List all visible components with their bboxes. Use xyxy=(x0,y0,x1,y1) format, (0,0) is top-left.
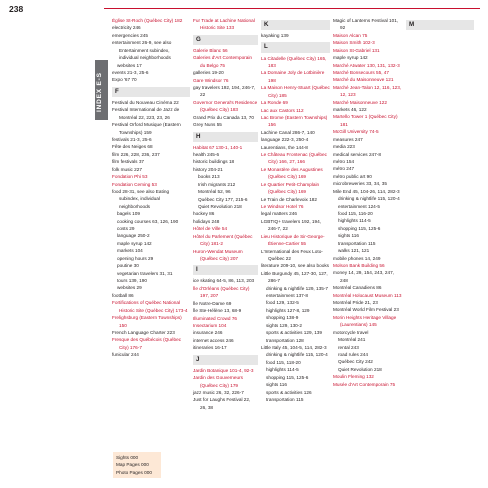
legend-map: Map Pages 000 xyxy=(116,462,149,468)
index-entry: Just for Laughs Festival 22, 26, 38 xyxy=(193,397,251,410)
index-subentry: poutine 30 xyxy=(117,263,139,269)
index-entry: Montréal Holocaust Museum 113 xyxy=(333,292,402,298)
index-entry: Insectarium 104 xyxy=(193,322,227,328)
index-letter-heading: F xyxy=(112,87,190,97)
index-subentry: sports & activities 126 xyxy=(266,389,312,395)
index-entry: Marché Jean-Talon 12, 116, 123, 12, 123 xyxy=(333,84,402,98)
index-entry: maple syrup 142 xyxy=(333,55,368,61)
index-entry: events 21-3, 25-6 xyxy=(112,69,149,75)
index-entry: electricity 246 xyxy=(112,25,141,31)
index-entry: Illuminated Crowd 76 xyxy=(193,315,238,321)
index-subentry: maple syrup 142 xyxy=(117,240,152,246)
index-entry: Le Monastère des Augustines (Québec City) 169 xyxy=(261,166,323,180)
index-entry: métro 247 xyxy=(333,166,355,172)
index-entry: Montréal Pride 21, 23 xyxy=(333,300,378,306)
index-entry: La Domaine Joly de Lotbinière 198 xyxy=(261,70,325,83)
index-subentry: Québec City 177, 215-6 xyxy=(198,196,248,202)
index-subentry: drinking & nightlife 115, 120-4 xyxy=(266,352,328,358)
index-entry: markets 46, 122 xyxy=(333,107,367,113)
index-entry: mobile phones 14, 249 xyxy=(333,255,381,261)
index-entry: Festival Orford Musique (Eastern Townships) 159 xyxy=(112,122,181,135)
index-entry: Fortifications of Québec National Historic Site (Québec City) 173-4 xyxy=(112,300,188,313)
index-entry: Expo '67 70 xyxy=(112,77,137,83)
index-subentry: food 115, 118-20 xyxy=(266,359,301,365)
index-subentry: highlights 114-5 xyxy=(338,218,371,224)
index-entry: Grey Nuns 55 xyxy=(193,122,222,128)
index-entry: Frelighsburg (Eastern Townships) 150 xyxy=(112,315,182,328)
index-subentry: Montréal 241 xyxy=(338,337,366,343)
index-entry: language 222-3, 250-4 xyxy=(261,137,309,143)
index-subentry: food 129, 132-5 xyxy=(266,300,299,306)
index-subentry: transportation 115 xyxy=(338,240,376,246)
index-subentry: opening hours 29 xyxy=(117,255,154,261)
index-entry: Le Train de Charlevoix 182 xyxy=(261,196,318,202)
index-subentry: transportation 115 xyxy=(266,396,304,402)
index-side-tab xyxy=(95,60,108,120)
index-entry: Grand Prix du Canada 13, 70 xyxy=(193,114,254,120)
index-entry: medical services 247-8 xyxy=(333,151,381,157)
index-entry: La Maison Henry-Stuart (Québec City) 185 xyxy=(261,85,330,98)
index-subentry: Montréal 52, 96 xyxy=(198,189,231,195)
index-letter-heading: M xyxy=(406,20,474,30)
index-entry: Île Ste-Hélène 13, 68-9 xyxy=(193,308,242,314)
index-entry: L'International des Feux Loto-Québec 22 xyxy=(261,248,323,261)
index-column-4 xyxy=(333,17,403,388)
index-entry: film 226, 228, 236, 237 xyxy=(112,151,160,157)
index-entry: Maison St-Gabriel 131 xyxy=(333,47,380,53)
index-entry: Governor General's Residence (Québec City) 183 xyxy=(193,99,258,113)
index-subentry: shopping 115, 125-6 xyxy=(266,374,309,380)
index-entry: insurance 246 xyxy=(193,330,223,336)
index-entry: Moulin Fleming 132 xyxy=(333,374,374,380)
index-entry: Festival International de Jazz de Montréal 22, 223, 23, 26 xyxy=(112,107,180,120)
index-entry: Lieu Historique de Sir-George-Étienne-Cartier 55 xyxy=(261,233,325,247)
index-column-1 xyxy=(112,17,190,359)
index-entry: food 28-31, see also Eating subindex, individual neighborhoods xyxy=(112,188,170,209)
index-subentry: drinking & nightlife 129, 135-7 xyxy=(266,285,329,291)
index-entry: Marché Maisonneuve 122 xyxy=(333,99,387,105)
index-entry: Marché Atwater 130, 131, 132-3 xyxy=(333,62,400,68)
index-entry: Marché du Maisonneuve 121 xyxy=(333,77,394,83)
index-entry: measures 247 xyxy=(333,136,363,142)
index-entry: funicular 244 xyxy=(112,352,139,358)
index-subentry: highlights 127-8, 129 xyxy=(266,307,310,313)
index-entry: Musée d'Art Contemporain 75 xyxy=(333,381,396,387)
index-entry: motorcycle travel xyxy=(333,329,369,335)
index-entry: Morin Heights Heritage Village (Laurentians) 145 xyxy=(333,314,397,328)
index-entry: historic buildings 18 xyxy=(193,159,235,165)
index-subentry: books 213 xyxy=(198,174,220,180)
index-entry: Martello Tower 1 (Québec City) 181 xyxy=(333,114,398,127)
index-entry: Galeries d'Art Contemporain du Belgo 75 xyxy=(193,55,252,68)
index-entry: French Language Charter 223 xyxy=(112,329,175,335)
index-column-3 xyxy=(261,17,330,403)
index-subentry: websites 17 xyxy=(117,62,142,68)
legend-photo: Photo Pages 000 xyxy=(116,469,152,475)
index-subentry: Quiet Revolution 218 xyxy=(338,366,382,372)
index-subentry: food 115, 116-20 xyxy=(338,210,373,216)
index-entry: Marché Bonsecours 55, 47 xyxy=(333,69,390,75)
index-entry: Molson Bank Building 56 xyxy=(333,262,385,268)
index-entry: Église St-Roch (Québec City) 182 xyxy=(112,18,183,23)
index-entry: Maison Alcan 75 xyxy=(333,32,368,38)
index-entry: microbreweries 33, 34, 35 xyxy=(333,181,387,187)
index-entry: Lachine Canal 286-7, 140 xyxy=(261,129,315,135)
index-subentry: entertainment 124-5 xyxy=(338,203,380,209)
index-subentry: sights 129, 130-2 xyxy=(266,322,302,328)
index-subentry: shopping 138-9 xyxy=(266,315,299,321)
index-entry: Île d'Orléans (Québec City) 197, 207 xyxy=(193,285,250,299)
index-entry: film festivals 37 xyxy=(112,159,145,165)
index-entry: itineraries 16-17 xyxy=(193,345,227,351)
index-letter-heading: J xyxy=(193,355,258,365)
index-subentry: sights 116 xyxy=(266,382,288,388)
index-entry: Île Notre-Dame 69 xyxy=(193,300,232,306)
index-entry: Fête des Neiges 68 xyxy=(112,144,153,150)
index-entry: holidays 248 xyxy=(193,218,220,224)
index-entry: Galerie Blanc 56 xyxy=(193,47,228,53)
index-entry: Gare Windsor 76 xyxy=(193,77,229,83)
index-subentry: costs 29 xyxy=(117,226,135,232)
index-subentry: entertainment 137-8 xyxy=(266,293,308,299)
header-rule xyxy=(104,8,480,9)
index-entry: Fondation Ceming 53 xyxy=(112,181,157,187)
index-subentry: markets 104 xyxy=(117,248,143,254)
index-entry: folk music 227 xyxy=(112,166,142,172)
index-entry: Huron-Wendat Museum (Québec City) 207 xyxy=(193,248,243,261)
index-subentry: sports & activities 129, 139 xyxy=(266,330,323,336)
index-entry: Maison Smith 102-3 xyxy=(333,40,375,46)
index-entry: money 14, 29, 154, 243, 247, 248 xyxy=(333,270,394,283)
index-entry: Little Burgundy 45, 127-30, 127, 286-7 xyxy=(261,270,328,284)
index-entry: jazz music 26, 32, 226-7 xyxy=(193,389,244,395)
index-subentry: shopping 115, 125-6 xyxy=(338,225,381,231)
index-entry: métro 154 xyxy=(333,159,355,165)
index-entry: gay travelers 192, 194, 246-7, 22 xyxy=(193,85,256,98)
index-entry: Fresque des Québécois (Québec City) 176-7 xyxy=(112,337,182,350)
index-entry: Habitat 67 130-1, 140-1 xyxy=(193,144,243,150)
index-subentry: transportation 128 xyxy=(266,337,304,343)
index-entry: internet access 246 xyxy=(193,337,234,343)
index-entry: Festival du Nouveau Cinéma 22 xyxy=(112,99,179,105)
index-entry: kayaking 139 xyxy=(261,33,289,39)
index-entry: Lac Brome (Eastern Townships) 156 xyxy=(261,114,328,128)
index-subentry: road rules 244 xyxy=(338,351,368,357)
index-subentry: rental 243 xyxy=(338,344,359,350)
index-letter-heading: L xyxy=(261,42,330,52)
index-entry: literature 209-10, see also books xyxy=(261,263,330,269)
index-entry: Lac aux Castors 112 xyxy=(261,107,304,113)
index-entry: Le Windsor Hotel 76 xyxy=(261,203,304,209)
index-entry: health 245-6 xyxy=(193,152,220,158)
index-entry: Fur Trade at Lachine National Historic Site 133 xyxy=(193,18,255,31)
index-entry: history 204-21 xyxy=(193,166,223,172)
index-entry: Mile End 45, 104-26, 114, 282-3 xyxy=(333,188,400,194)
index-entry: Little Italy 45, 104-5, 114, 282-3 xyxy=(261,345,327,350)
index-entry: La Ronde 69 xyxy=(261,100,288,106)
index-entry: Magic of Lanterns Festival 101, 92 xyxy=(333,18,399,31)
legend-box xyxy=(113,452,161,478)
index-subentry: sights 116 xyxy=(338,233,360,239)
index-entry: football 86 xyxy=(112,292,134,298)
index-letter-heading: I xyxy=(193,265,258,275)
index-subentry: Irish migrants 212 xyxy=(198,181,236,187)
index-entry: legal matters 246 xyxy=(261,211,297,217)
legend-sights: Sights 000 xyxy=(116,455,139,460)
index-entry: Fondation Phi 53 xyxy=(112,174,148,180)
index-entry: Le Quartier Petit-Champlain (Québec City) 169 xyxy=(261,181,320,195)
index-column-5 xyxy=(406,17,474,32)
index-column-2 xyxy=(193,17,258,411)
index-entry: festivals 21-3, 25-6 xyxy=(112,136,152,142)
side-tab-label: INDEX E-S xyxy=(96,72,103,112)
index-subentry: vegetarian travelers 31, 31 xyxy=(117,270,173,276)
index-subentry: language 250-2 xyxy=(117,233,150,239)
index-entry: Laurentians, the 144-8 xyxy=(261,144,308,150)
index-entry: Montréal Canadiens 86 xyxy=(333,285,382,291)
index-entry: LGBTIQ+ travelers 192, 194, 246-7, 22 xyxy=(261,218,322,232)
index-subentry: highlights 114-5 xyxy=(266,367,299,373)
index-subentry: walks 121, 121 xyxy=(338,248,370,254)
index-subentry: drinking & nightlife 115, 120-4 xyxy=(338,196,400,202)
index-entry: Hôtel de Ville 54 xyxy=(193,226,228,232)
index-subentry: Quiet Revolution 218 xyxy=(198,203,242,209)
index-entry: ice skating 64-5, 86, 113, 203 xyxy=(193,278,255,284)
index-letter-heading: H xyxy=(193,132,258,142)
index-entry: Jardin Botanique 101-4, 92-3 xyxy=(193,367,254,373)
index-subentry: bagels 109 xyxy=(117,211,140,217)
index-entry: métro public art 90 xyxy=(333,173,372,179)
index-entry: McGill University 74-5 xyxy=(333,129,379,135)
index-entry: media 223 xyxy=(333,144,355,150)
index-entry: entertainment 26-9, see also Entertainment subindex, individual neighborhoods xyxy=(112,40,172,61)
index-entry: Montréal World Film Festival 23 xyxy=(333,307,399,313)
index-entry: hockey 86 xyxy=(193,211,215,217)
index-subentry: websites 29 xyxy=(117,285,142,291)
index-entry: Le Château Frontenac (Québec City) 166, 27, 166 xyxy=(261,152,327,165)
index-letter-heading: G xyxy=(193,35,258,45)
index-subentry: cooking courses 63, 126, 190 xyxy=(117,218,179,224)
index-entry: emergencies 245 xyxy=(112,32,148,38)
index-entry: Jardin des Gouverneurs (Québec City) 179 xyxy=(193,375,244,388)
index-entry: La Citadelle (Québec City) 165, 183 xyxy=(261,55,327,68)
index-subentry: Québec City 242 xyxy=(338,359,373,365)
page-number: 238 xyxy=(9,4,24,14)
index-subentry: tours 139, 190 xyxy=(117,277,147,283)
index-letter-heading: K xyxy=(261,20,330,30)
index-entry: Hôtel du Parlement (Québec City) 181-2 xyxy=(193,233,253,247)
index-entry: galleries 19-20 xyxy=(193,70,224,76)
